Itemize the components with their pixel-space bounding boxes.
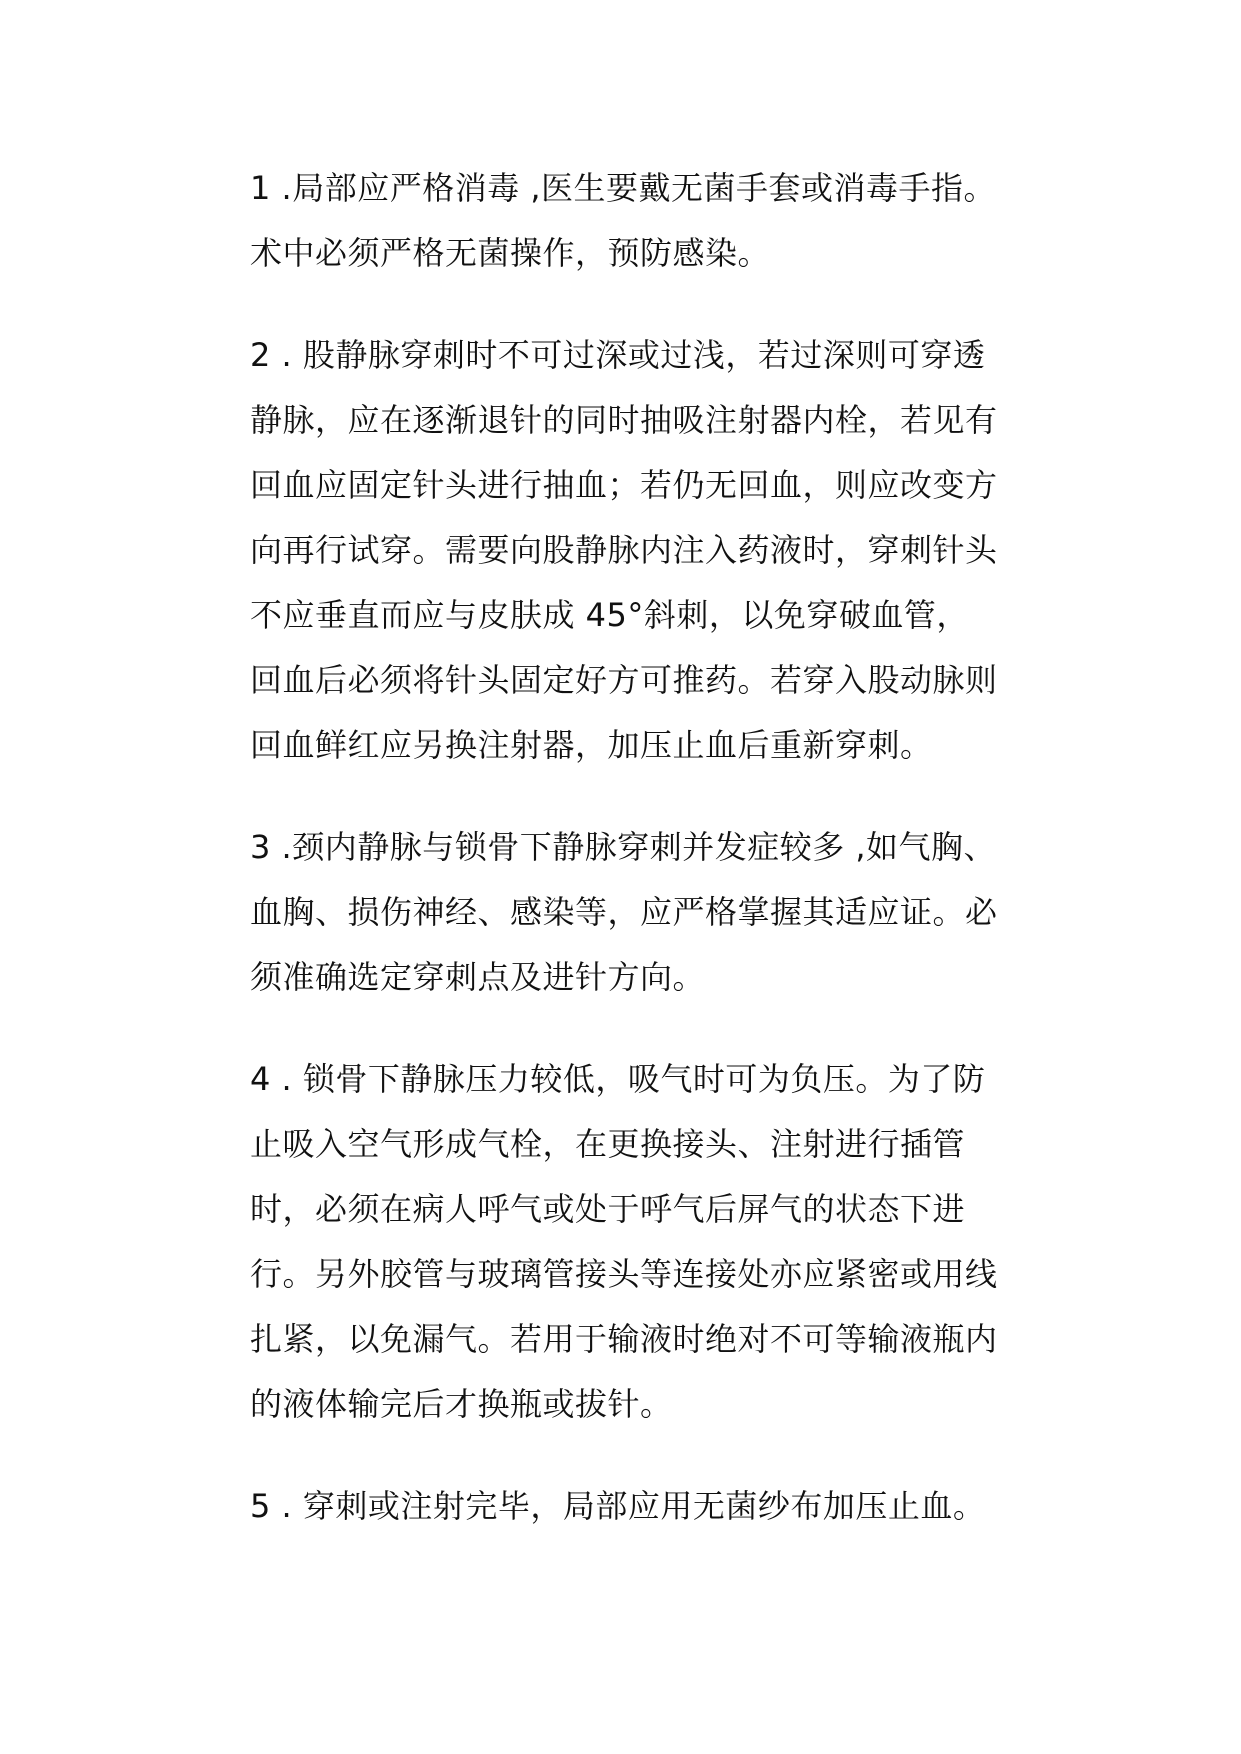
paragraph-2: 2 . 股静脉穿刺时不可过深或过浅，若过深则可穿透静脉，应在逐渐退针的同时抽吸注射器内栓，若见有回血应固定针头进行抽血；若仍无回血，则应改变方向再行试穿。需要向股静脉内注入药液时，穿刺针头不应垂直而应与皮肤成 45°斜刺，以免穿破血管，回血后必须将针头固定好方可推药。若穿入股动脉则回血鲜红应另换注射器，加压止血后重新穿刺。 <box>250 336 998 764</box>
paragraph-1: 1 .局部应严格消毒 ,医生要戴无菌手套或消毒手指。术中必须严格无菌操作，预防感染。 <box>250 169 997 272</box>
document-body <box>250 156 1000 1576</box>
paragraph-3: 3 .颈内静脉与锁骨下静脉穿刺并发症较多 ,如气胸、血胸、损伤神经、感染等，应严格掌握其适应证。必须准确选定穿刺点及进针方向。 <box>250 828 998 996</box>
paragraph-5: 5 . 穿刺或注射完毕，局部应用无菌纱布加压止血。 <box>250 1487 986 1525</box>
paragraph-4: 4 . 锁骨下静脉压力较低，吸气时可为负压。为了防止吸入空气形成气栓，在更换接头、注射进行插管时，必须在病人呼气或处于呼气后屏气的状态下进行。另外胶管与玻璃管接头等连接处亦应紧密或用线扎紧，以免漏气。若用于输液时绝对不可等输液瓶内的液体输完后才换瓶或拔针。 <box>250 1060 998 1423</box>
